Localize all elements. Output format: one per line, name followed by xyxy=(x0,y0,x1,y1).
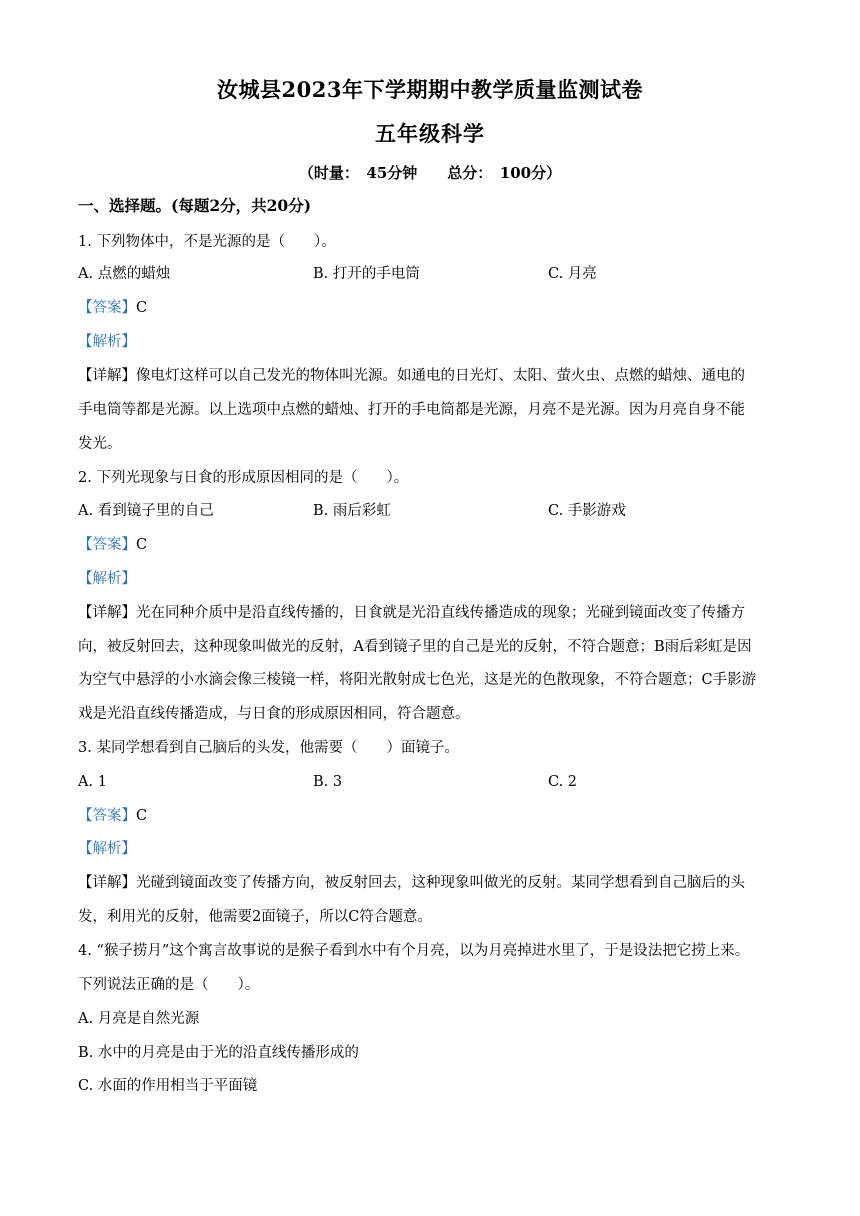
question-2-detail-line: 戏是光沿直线传播造成，与日食的形成原因相同，符合题意。 xyxy=(78,706,470,722)
exam-meta: （时量： 45分钟 总分： 100分） xyxy=(298,164,562,182)
question-2-option-a: A. 看到镜子里的自己 xyxy=(78,503,214,519)
question-1-option-b: B. 打开的手电筒 xyxy=(313,266,420,282)
question-3-option-b: B. 3 xyxy=(313,774,343,790)
question-3-stem: 3. 某同学想看到自己脑后的头发，他需要（ ）面镜子。 xyxy=(78,740,459,756)
question-2-analysis-tag: 【解析】 xyxy=(78,571,136,587)
question-3-option-a: A. 1 xyxy=(78,774,107,790)
question-2-detail-line: 为空气中悬浮的小水滴会像三棱镜一样，将阳光散射成七色光，这是光的色散现象，不符合题意；C手影游 xyxy=(78,672,757,688)
question-4-stem-line: 4. “猴子捞月”这个寓言故事说的是猴子看到水中有个月亮，以为月亮掉进水里了，于是设法把它捞上来。 xyxy=(78,943,750,959)
question-2-detail-line: 【详解】光在同种介质中是沿直线传播的，日食就是光沿直线传播造成的现象；光碰到镜面改变了传播方 xyxy=(78,605,745,621)
question-2-option-c: C. 手影游戏 xyxy=(548,503,626,519)
question-1-detail-line: 手电筒等都是光源。以上选项中点燃的蜡烛、打开的手电筒都是光源，月亮不是光源。因为月亮自身不能 xyxy=(78,402,745,418)
answer-value: C xyxy=(136,300,148,316)
question-4-option-b: B. 水中的月亮是由于光的沿直线传播形成的 xyxy=(78,1045,359,1061)
question-2-stem: 2. 下列光现象与日食的形成原因相同的是（ ）。 xyxy=(78,470,409,486)
question-1-option-a: A. 点燃的蜡烛 xyxy=(78,266,171,282)
question-1-option-c: C. 月亮 xyxy=(548,266,597,282)
answer-tag: 【答案】 xyxy=(78,300,136,316)
answer-value: C xyxy=(136,537,148,553)
question-4-stem-line: 下列说法正确的是（ ）。 xyxy=(78,977,260,993)
question-1-detail-line: 【详解】像电灯这样可以自己发光的物体叫光源。如通电的日光灯、太阳、萤火虫、点燃的蜡烛、通电的 xyxy=(78,368,745,384)
question-3-detail-line: 【详解】光碰到镜面改变了传播方向，被反射回去，这种现象叫做光的反射。某同学想看到自己脑后的头 xyxy=(78,875,745,891)
question-4-option-c: C. 水面的作用相当于平面镜 xyxy=(78,1078,258,1094)
question-1-stem: 1. 下列物体中，不是光源的是（ ）。 xyxy=(78,234,336,250)
question-2-option-b: B. 雨后彩虹 xyxy=(313,503,391,519)
question-3-option-c: C. 2 xyxy=(548,774,578,790)
exam-title: 汝城县2023年下学期期中教学质量监测试卷 xyxy=(217,77,643,102)
question-1-detail-line: 发光。 xyxy=(78,436,122,452)
question-2-detail-line: 向，被反射回去，这种现象叫做光的反射，A看到镜子里的自己是光的反射，不符合题意；B雨后彩虹是因 xyxy=(78,639,752,655)
question-3-answer xyxy=(78,806,788,826)
question-4-option-a: A. 月亮是自然光源 xyxy=(78,1011,200,1027)
section-heading: 一、选择题。(每题2分，共20分) xyxy=(78,196,312,215)
question-2-answer xyxy=(78,535,788,555)
exam-subtitle: 五年级科学 xyxy=(375,121,485,146)
question-1-answer xyxy=(78,298,788,318)
answer-tag: 【答案】 xyxy=(78,537,136,553)
answer-value: C xyxy=(136,808,148,824)
question-3-detail-line: 发，利用光的反射，他需要2面镜子，所以C符合题意。 xyxy=(78,909,432,925)
question-1-analysis-tag: 【解析】 xyxy=(78,334,136,350)
question-3-analysis-tag: 【解析】 xyxy=(78,841,136,857)
answer-tag: 【答案】 xyxy=(78,808,136,824)
